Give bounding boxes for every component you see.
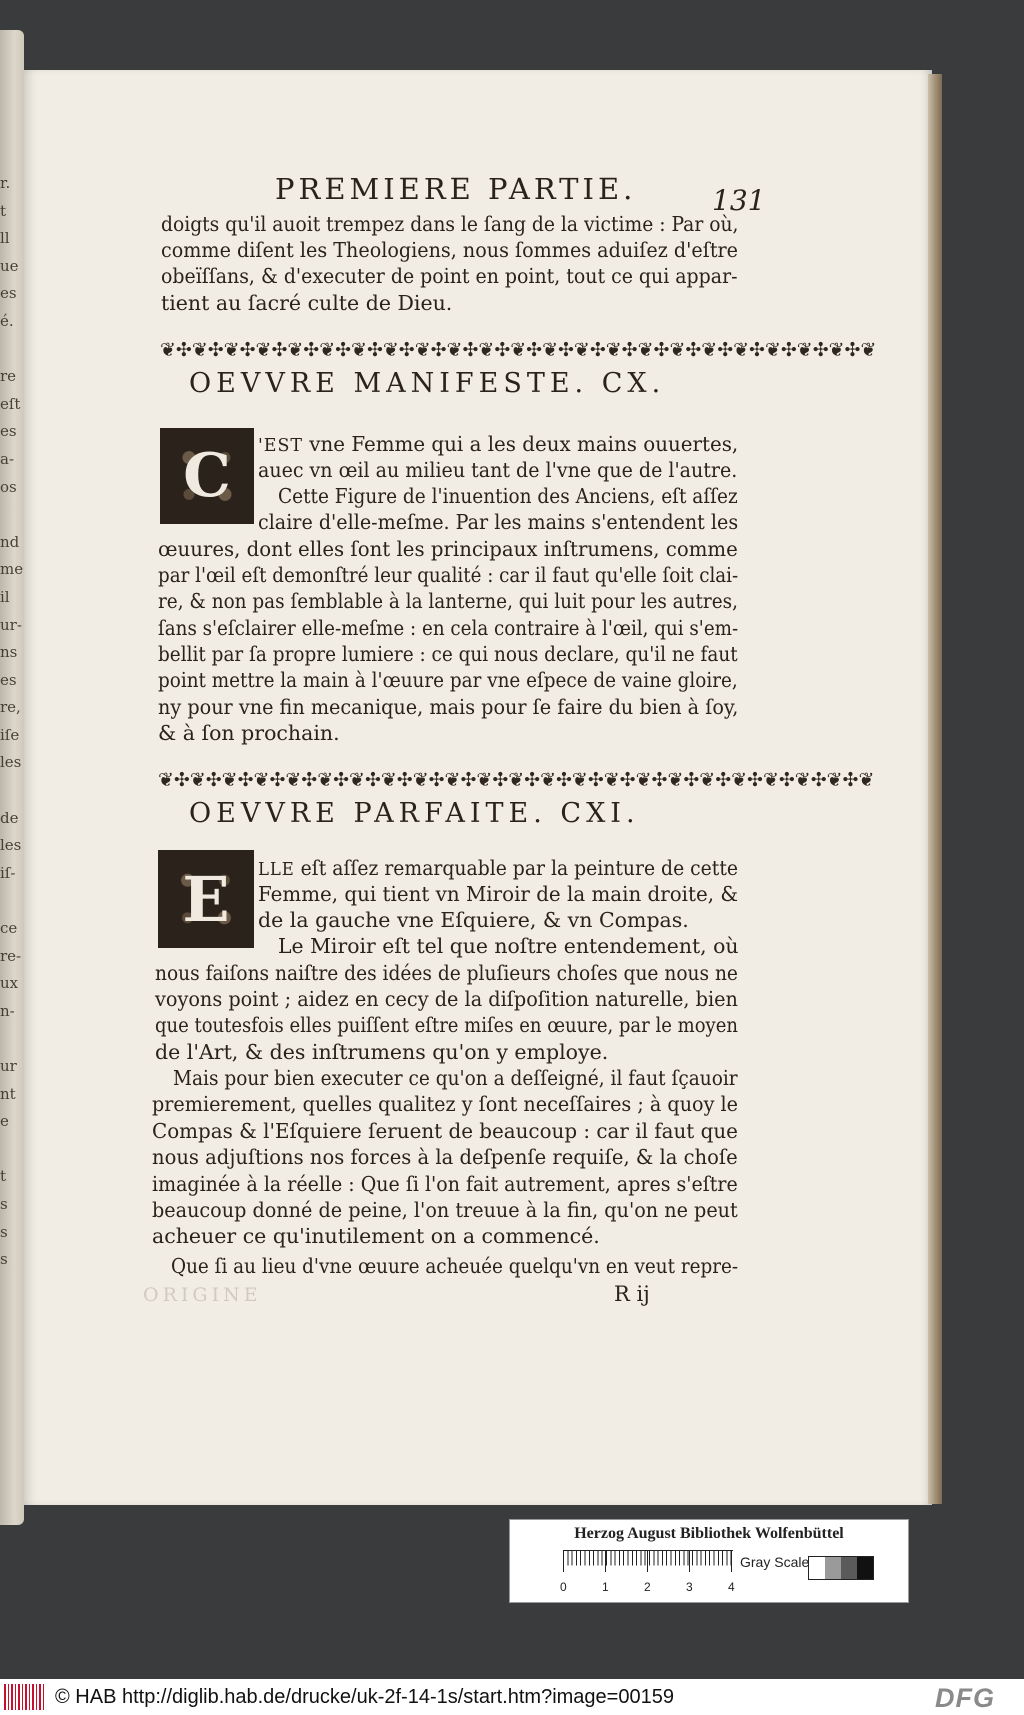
facing-page-fragment: eſt (0, 394, 21, 413)
text-line: premierement, quelles qualitez y ſont neceſſaires ; à quoy le (152, 1092, 738, 1116)
facing-page-fragment: s (0, 1250, 8, 1269)
text-line: Mais pour bien executer ce qu'on a deſſeigné, il faut ſçauoir (173, 1066, 738, 1090)
facing-page-fragment: iſe (0, 725, 20, 744)
ruler-number: 2 (644, 1580, 651, 1594)
decorated-initial: E (158, 850, 254, 948)
text-line: comme diſent les Theologiens, nous ſommes aduiſez d'eſtre (161, 238, 739, 262)
page-number: 131 (712, 184, 766, 217)
text-line: que toutesfois elles puiſſent eſtre miſes en œuure, par le moyen (155, 1013, 738, 1037)
facing-page-fragment: de (0, 808, 19, 827)
page-fore-edge (928, 74, 942, 1504)
decorated-initial: C (160, 428, 254, 524)
facing-page-fragment: t (0, 1167, 7, 1186)
facing-page-fragment (0, 501, 20, 529)
footer-bar (0, 1679, 1024, 1715)
hab-barcode-icon (4, 1684, 46, 1710)
facing-page-fragment (0, 887, 20, 915)
facing-page-fragment: os (0, 477, 17, 496)
facing-page-fragment: es (0, 284, 17, 303)
facing-page-fragment: r. (0, 174, 11, 192)
text-line: œuures, dont elles ſont les principaux inſtrumens, comme (158, 537, 738, 561)
ruler-major-tick (689, 1550, 690, 1572)
facing-page-fragment (0, 336, 20, 364)
ruler-major-tick (563, 1550, 564, 1572)
section-heading: OEVVRE MANIFESTE. CX. (189, 368, 666, 399)
gray-scale-label: Gray Scale (740, 1554, 810, 1570)
color-scale-card (509, 1519, 909, 1603)
text-line: Compas & l'Eſquiere ſeruent de beaucoup : car il faut que (152, 1119, 738, 1143)
dfg-logo: DFG (935, 1683, 995, 1713)
facing-page-fragment: re- (0, 946, 22, 965)
facing-page-fragment: nt (0, 1084, 16, 1103)
ruler-major-tick (731, 1550, 732, 1572)
text-line: ny pour vne fin mecanique, mais pour ſe faire du bien à ſoy, (158, 695, 739, 719)
text-line: de la gauche vne Eſquiere, & vn Compas. (258, 908, 689, 932)
text-line: obeïſſans, & d'executer de point en point, tout ce qui appar- (161, 264, 738, 288)
facing-page-fragment: n- (0, 1001, 15, 1020)
facing-page-fragment: re (0, 367, 17, 386)
ruler-number: 1 (602, 1580, 609, 1594)
text-line: 'EST vne Femme qui a les deux mains ouuertes, (258, 432, 739, 456)
text-line: par l'œil eſt demonſtré leur qualité : car il faut qu'elle ſoit clai- (158, 563, 739, 587)
ruler-major-tick (647, 1550, 648, 1572)
facing-page-fragment: me (0, 560, 24, 579)
ruler-major-tick (605, 1550, 606, 1572)
facing-page-fragment (0, 1025, 20, 1053)
gray-swatch (809, 1557, 825, 1579)
signature-mark: R ij (614, 1282, 650, 1306)
facing-page-fragment: s (0, 1194, 8, 1213)
text-line: nous adjuſtions nos forces à la deſpenſe requiſe, & la choſe (152, 1145, 738, 1169)
ornamental-border: ❦✣❦✣❦✣❦✣❦✣❦✣❦✣❦✣❦✣❦✣❦✣❦✣❦✣❦✣❦✣❦✣❦✣❦✣❦✣❦✣❦✣❦✣❦ (158, 769, 875, 791)
facing-page-fragment: e (0, 1112, 9, 1131)
text-line: imaginée à la réelle : Que ſi l'on fait autrement, apres s'eſtre (152, 1172, 738, 1196)
ruler-baseline (563, 1550, 733, 1551)
facing-page-fragment: a- (0, 449, 15, 468)
facing-page-fragment (0, 777, 20, 805)
text-line: Que ſi au lieu d'vne œuure acheuée quelqu'vn en veut repre- (171, 1254, 739, 1278)
library-name: Herzog August Bibliothek Wolfenbüttel (574, 1525, 844, 1542)
facing-page-fragment: ll (0, 229, 10, 248)
facing-page-fragment: t (0, 201, 7, 220)
text-line: voyons point ; aidez en cecy de la diſpoſition naturelle, bien (155, 987, 738, 1011)
text-line: & à ſon prochain. (158, 721, 340, 745)
facing-page-fragment (0, 1136, 20, 1164)
facing-page-fragment: nd (0, 532, 20, 551)
section-heading: OEVVRE PARFAITE. CXI. (189, 798, 640, 829)
text-line: Femme, qui tient vn Miroir de la main droite, & (258, 882, 739, 906)
facing-page-fragment: es (0, 422, 17, 441)
show-through-text: ORIGINE (143, 1284, 262, 1306)
text-line: auec vn œil au milieu tant de l'vne que de l'autre. (258, 458, 738, 482)
running-head: PREMIERE PARTIE. (275, 172, 637, 206)
text-line: de l'Art, & des inſtrumens qu'on y employe. (155, 1040, 609, 1064)
ruler-ticks (563, 1550, 733, 1578)
gray-swatch (841, 1557, 857, 1579)
text-line: Cette Figure de l'inuention des Anciens, eſt aſſez (278, 484, 738, 508)
text-line: doigts qu'il auoit trempez dans le ſang de la victime : Par où, (161, 212, 739, 236)
facing-page-fragment: les (0, 753, 22, 772)
ruler-number: 0 (560, 1580, 567, 1594)
facing-page-fragment: s (0, 1222, 8, 1241)
gray-swatch (857, 1557, 873, 1579)
facing-page-fragment: re, (0, 698, 21, 717)
text-line: re, & non pas ſemblable à la lanterne, qui luit pour les autres, (158, 589, 738, 613)
facing-page-fragment: iſ- (0, 863, 16, 882)
facing-page-fragment: ur- (0, 615, 22, 634)
text-line: beaucoup donné de peine, l'on treuue à la fin, qu'on ne peut (152, 1198, 738, 1222)
facing-page-fragment: ux (0, 974, 19, 993)
ruler-number: 3 (686, 1580, 693, 1594)
text-line: acheuer ce qu'inutilement on a commencé. (152, 1224, 600, 1248)
facing-page-fragment: é. (0, 311, 14, 330)
facing-page-fragment: ce (0, 919, 18, 938)
ornamental-border: ❦✣❦✣❦✣❦✣❦✣❦✣❦✣❦✣❦✣❦✣❦✣❦✣❦✣❦✣❦✣❦✣❦✣❦✣❦✣❦✣❦✣❦✣❦ (160, 339, 877, 361)
facing-page-fragment: ur (0, 1057, 17, 1075)
text-line: ſans s'eſclairer elle-meſme : en cela contraire à l'œil, qui s'em- (158, 616, 739, 640)
facing-page-fragments (0, 170, 24, 1370)
permalink[interactable]: © HAB http://diglib.hab.de/drucke/uk-2f-14-1s/start.htm?image=00159 (55, 1686, 674, 1708)
facing-page-fragment: les (0, 836, 22, 855)
text-line: tient au ſacré culte de Dieu. (161, 291, 453, 315)
text-line: bellit par ſa propre lumiere : ce qui nous declare, qu'il ne faut (158, 642, 738, 666)
facing-page-fragment: ue (0, 256, 19, 275)
text-line: Le Miroir eſt tel que noſtre entendement, où (278, 934, 739, 958)
text-line: claire d'elle-meſme. Par les mains s'entendent les (258, 510, 739, 534)
text-line: nous faiſons naiſtre des idées de pluſieurs choſes que nous ne (155, 961, 738, 985)
facing-page-fragment: ns (0, 643, 18, 662)
gray-swatch (825, 1557, 841, 1579)
ruler-number: 4 (728, 1580, 735, 1594)
text-line: LLE eſt aſſez remarquable par la peinture de cette (258, 856, 738, 880)
text-line: point mettre la main à l'œuure par vne eſpece de vaine gloire, (158, 668, 738, 692)
facing-page-fragment: il (0, 587, 10, 606)
gray-scale-swatches (808, 1556, 874, 1580)
facing-page-fragment: es (0, 670, 17, 689)
